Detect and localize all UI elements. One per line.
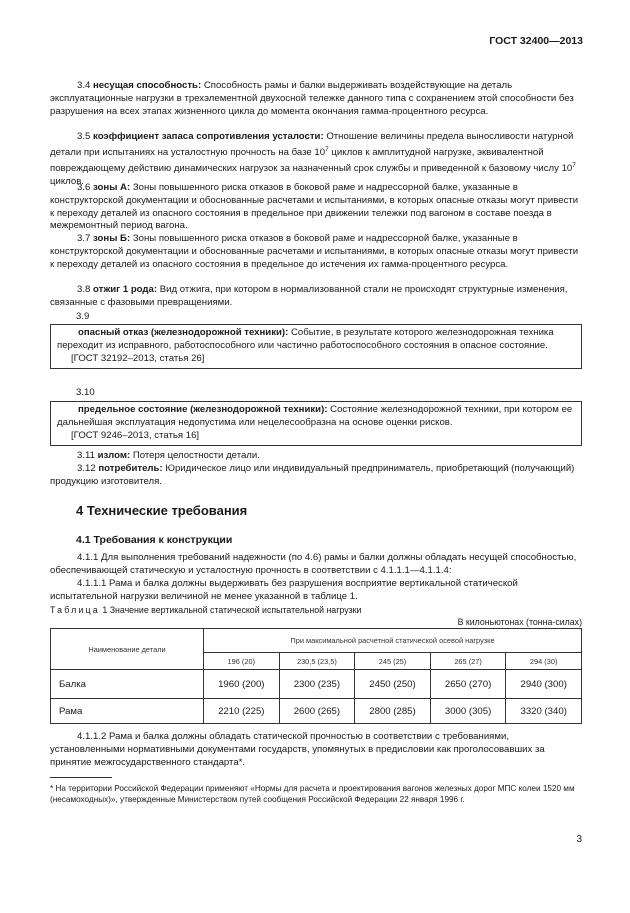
table-cell: 2650 (270) xyxy=(430,670,506,699)
definition-3-5: 3.5 коэффициент запаса сопротивления усталости: Отношение величины предела выносливости натурной детали при испытаниях на усталостную прочность на базе $10^7$ циклов к амплитудной нагрузке, эквивалентной повреждающему действию динамических нагрузок за назначенный срок службы и приведенной к базовому числу $10^7$ циклов. xyxy=(50,131,576,187)
table-cell: 2300 (235) xyxy=(279,670,355,699)
definition-3-11: 3.11 излом: Потеря целостности детали. xyxy=(77,450,260,461)
table-cell: 3320 (340) xyxy=(506,699,582,724)
table-cell: 2210 (225) xyxy=(204,699,280,724)
footnote-divider xyxy=(50,777,112,778)
load-header: 265 (27) xyxy=(430,653,506,670)
load-header: 245 (25) xyxy=(355,653,431,670)
definition-3-4: 3.4 несущая способность: Способность рамы и балки выдерживать воздействующие на деталь эксплуатационные нагрузки в трехэлементной двухосной тележке данного типа с сохранением этой способности без разрушения на всех этапах жизненного цикла до момента окончания гамма-процентного ресурса. xyxy=(50,80,574,117)
table-caption: Таблица 1 Значение вертикальной статической испытательной нагрузки xyxy=(50,605,362,615)
table-cell: 1960 (200) xyxy=(204,670,280,699)
paragraph-4-1-1-2: 4.1.1.2 Рама и балка должны обладать статической прочностью в соответствии с требованиями, установленными нормативными документами государств, упомянутых в предисловии как проголосовавших за принятие межгосударственного стандарта*. xyxy=(50,731,545,768)
table-unit: В килоньютонах (тонна-силах) xyxy=(457,617,582,627)
definition-3-7: 3.7 зоны Б: Зоны повышенного риска отказов в боковой раме и надрессорной балке, указанные в конструкторской документации и обоснованные расчетами и испытаниями, в которых опасные отказы могут привести к переходу деталей из опасного состояния в предельное до истечения их гамма-процентного ресурса. xyxy=(50,233,579,270)
paragraph-4-1-1-1: 4.1.1.1 Рама и балка должны выдерживать без разрушения восприятие вертикальной статической испытательной нагрузки величиной не менее указанной в таблице 1. xyxy=(50,578,518,602)
definition-3-10-text: предельное состояние (железнодорожной техники): Состояние железнодорожной техники, при котором ее дальнейшая эксплуатация недопустима или нецелесообразна на основе оценки рисков. xyxy=(57,404,573,428)
definition-3-9-box xyxy=(50,324,582,369)
column-header-group: При максимальной расчетной статической осевой нагрузке xyxy=(204,629,582,653)
row-name: Балка xyxy=(51,670,204,699)
table-cell: 2450 (250) xyxy=(355,670,431,699)
section-4-title: 4 Технические требования xyxy=(76,503,248,518)
footnote: * На территории Российской Федерации применяют «Нормы для расчета и проектирования вагонов железных дорог МПС колеи 1520 мм (несамоходных)», утвержденные Министерством путей сообщения Российской Федерации 22 января 1996 г. xyxy=(50,784,575,804)
section-4-1-title: 4.1 Требования к конструкции xyxy=(76,534,233,546)
definition-3-10-ref: [ГОСТ 9246–2013, статья 16] xyxy=(71,429,200,441)
load-header: 230,5 (23,5) xyxy=(279,653,355,670)
table-cell: 2940 (300) xyxy=(506,670,582,699)
load-table xyxy=(50,628,582,724)
table-cell: 3000 (305) xyxy=(430,699,506,724)
document-code: ГОСТ 32400—2013 xyxy=(489,35,583,47)
table-cell: 2800 (285) xyxy=(355,699,431,724)
table-cell: 2600 (265) xyxy=(279,699,355,724)
definition-3-9-text: опасный отказ (железнодорожной техники): Событие, в результате которого железнодорожная техника переходит из исправного, работоспособного или частично работоспособного состояния в опасное состояние. xyxy=(57,327,554,351)
load-header: 294 (30) xyxy=(506,653,582,670)
definition-3-12: 3.12 потребитель: Юридическое лицо или индивидуальный предприниматель, приобретающий (получающий) продукцию изготовителя. xyxy=(50,463,575,487)
definition-3-10-number: 3.10 xyxy=(76,387,95,398)
definition-3-9-number: 3.9 xyxy=(76,311,90,322)
definition-3-8: 3.8 отжиг 1 рода: Вид отжига, при котором в нормализованной стали не происходят структурные изменения, связанные с фазовыми превращениями. xyxy=(50,284,568,308)
load-header: 196 (20) xyxy=(204,653,280,670)
definition-3-10-box xyxy=(50,401,582,446)
definition-3-9-ref: [ГОСТ 32192–2013, статья 26] xyxy=(71,352,205,364)
column-header-name: Наименование детали xyxy=(51,629,204,670)
page-number: 3 xyxy=(576,834,582,845)
row-name: Рама xyxy=(51,699,204,724)
paragraph-4-1-1: 4.1.1 Для выполнения требований надежности (по 4.6) рамы и балки должны обладать несущей способностью, обеспечивающей статическую и усталостную прочность в соответствии с 4.1.1.1—4.1.1.4: xyxy=(50,552,577,576)
definition-3-6: 3.6 зоны А: Зоны повышенного риска отказов в боковой раме и надрессорной балке, указанные в конструкторской документации и обоснованные расчетами и испытаниями, в которых опасные отказы могут привести к переходу деталей из опасного состояния в предельное при движении тележки под вагоном в составе поезда в межремонтный период вагона. xyxy=(50,182,579,232)
table-row xyxy=(51,699,582,724)
table-row xyxy=(51,670,582,699)
